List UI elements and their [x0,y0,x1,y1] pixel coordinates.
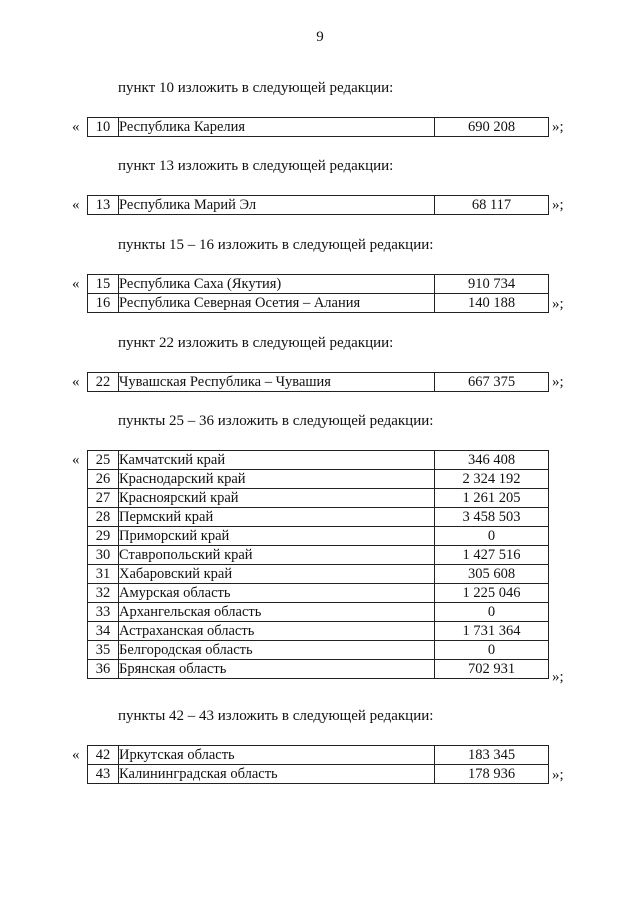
row-number: 25 [88,451,119,470]
closing-quote: »; [552,668,564,685]
opening-quote: « [72,374,80,390]
allocation-value: 1 225 046 [435,584,549,603]
row-number: 16 [88,294,119,313]
table-row [88,118,549,137]
allocation-value: 702 931 [435,660,549,679]
region-name: Республика Саха (Якутия) [119,275,435,294]
entries-table [87,450,549,679]
row-number: 26 [88,470,119,489]
closing-quote: »; [552,119,564,135]
opening-quote: « [72,197,80,213]
row-number: 10 [88,118,119,137]
row-number: 42 [88,746,119,765]
amendment-table-block [72,745,564,784]
region-name: Хабаровский край [119,565,435,584]
region-name: Республика Карелия [119,118,435,137]
amendment-instruction: пункт 22 изложить в следующей редакции: [118,335,394,351]
table-row [88,196,549,215]
row-number: 32 [88,584,119,603]
closing-quote: »; [552,197,564,213]
row-number: 30 [88,546,119,565]
amendment-table-block [72,274,564,313]
row-number: 13 [88,196,119,215]
table-row [88,641,549,660]
allocation-value: 1 261 205 [435,489,549,508]
region-name: Республика Марий Эл [119,196,435,215]
region-name: Иркутская область [119,746,435,765]
region-name: Белгородская область [119,641,435,660]
page-number: 9 [316,29,324,45]
table-row [88,451,549,470]
table-row [88,603,549,622]
allocation-value: 667 375 [435,373,549,392]
region-name: Брянская область [119,660,435,679]
table-row [88,660,549,679]
opening-quote: « [72,747,80,763]
table-row [88,275,549,294]
region-name: Республика Северная Осетия – Алания [119,294,435,313]
row-number: 27 [88,489,119,508]
entries-table [87,117,549,137]
amendment-instruction: пункты 42 – 43 изложить в следующей редакции: [118,708,434,724]
allocation-value: 1 731 364 [435,622,549,641]
table-row [88,765,549,784]
table-row [88,565,549,584]
table-row [88,527,549,546]
amendment-table-block [72,195,564,215]
amendment-instruction: пункт 10 изложить в следующей редакции: [118,80,394,96]
row-number: 34 [88,622,119,641]
amendment-instruction: пункты 15 – 16 изложить в следующей редакции: [118,237,434,253]
allocation-value: 178 936 [435,765,549,784]
region-name: Амурская область [119,584,435,603]
amendment-table-block [72,372,564,392]
allocation-value: 68 117 [435,196,549,215]
table-row [88,622,549,641]
allocation-value: 346 408 [435,451,549,470]
entries-table [87,745,549,784]
row-number: 43 [88,765,119,784]
row-number: 35 [88,641,119,660]
table-row [88,546,549,565]
entries-table [87,274,549,313]
region-name: Чувашская Республика – Чувашия [119,373,435,392]
entries-table [87,372,549,392]
table-row [88,489,549,508]
table-row [88,470,549,489]
allocation-value: 0 [435,603,549,622]
row-number: 15 [88,275,119,294]
allocation-value: 2 324 192 [435,470,549,489]
allocation-value: 0 [435,641,549,660]
row-number: 31 [88,565,119,584]
amendment-table-block [72,117,564,137]
region-name: Калининградская область [119,765,435,784]
opening-quote: « [72,452,80,468]
row-number: 29 [88,527,119,546]
allocation-value: 305 608 [435,565,549,584]
region-name: Пермский край [119,508,435,527]
allocation-value: 1 427 516 [435,546,549,565]
closing-quote: »; [552,374,564,390]
region-name: Камчатский край [119,451,435,470]
row-number: 28 [88,508,119,527]
table-row [88,508,549,527]
allocation-value: 910 734 [435,275,549,294]
amendment-table-block [72,450,564,685]
allocation-value: 3 458 503 [435,508,549,527]
allocation-value: 183 345 [435,746,549,765]
amendment-instruction: пункты 25 – 36 изложить в следующей редакции: [118,413,434,429]
region-name: Красноярский край [119,489,435,508]
table-row [88,373,549,392]
table-row [88,584,549,603]
row-number: 33 [88,603,119,622]
allocation-value: 690 208 [435,118,549,137]
table-row [88,294,549,313]
region-name: Приморский край [119,527,435,546]
opening-quote: « [72,276,80,292]
allocation-value: 0 [435,527,549,546]
row-number: 22 [88,373,119,392]
region-name: Краснодарский край [119,470,435,489]
region-name: Ставропольский край [119,546,435,565]
closing-quote: »; [552,766,564,783]
row-number: 36 [88,660,119,679]
amendment-instruction: пункт 13 изложить в следующей редакции: [118,158,394,174]
opening-quote: « [72,119,80,135]
table-row [88,746,549,765]
allocation-value: 140 188 [435,294,549,313]
closing-quote: »; [552,295,564,312]
region-name: Астраханская область [119,622,435,641]
entries-table [87,195,549,215]
region-name: Архангельская область [119,603,435,622]
